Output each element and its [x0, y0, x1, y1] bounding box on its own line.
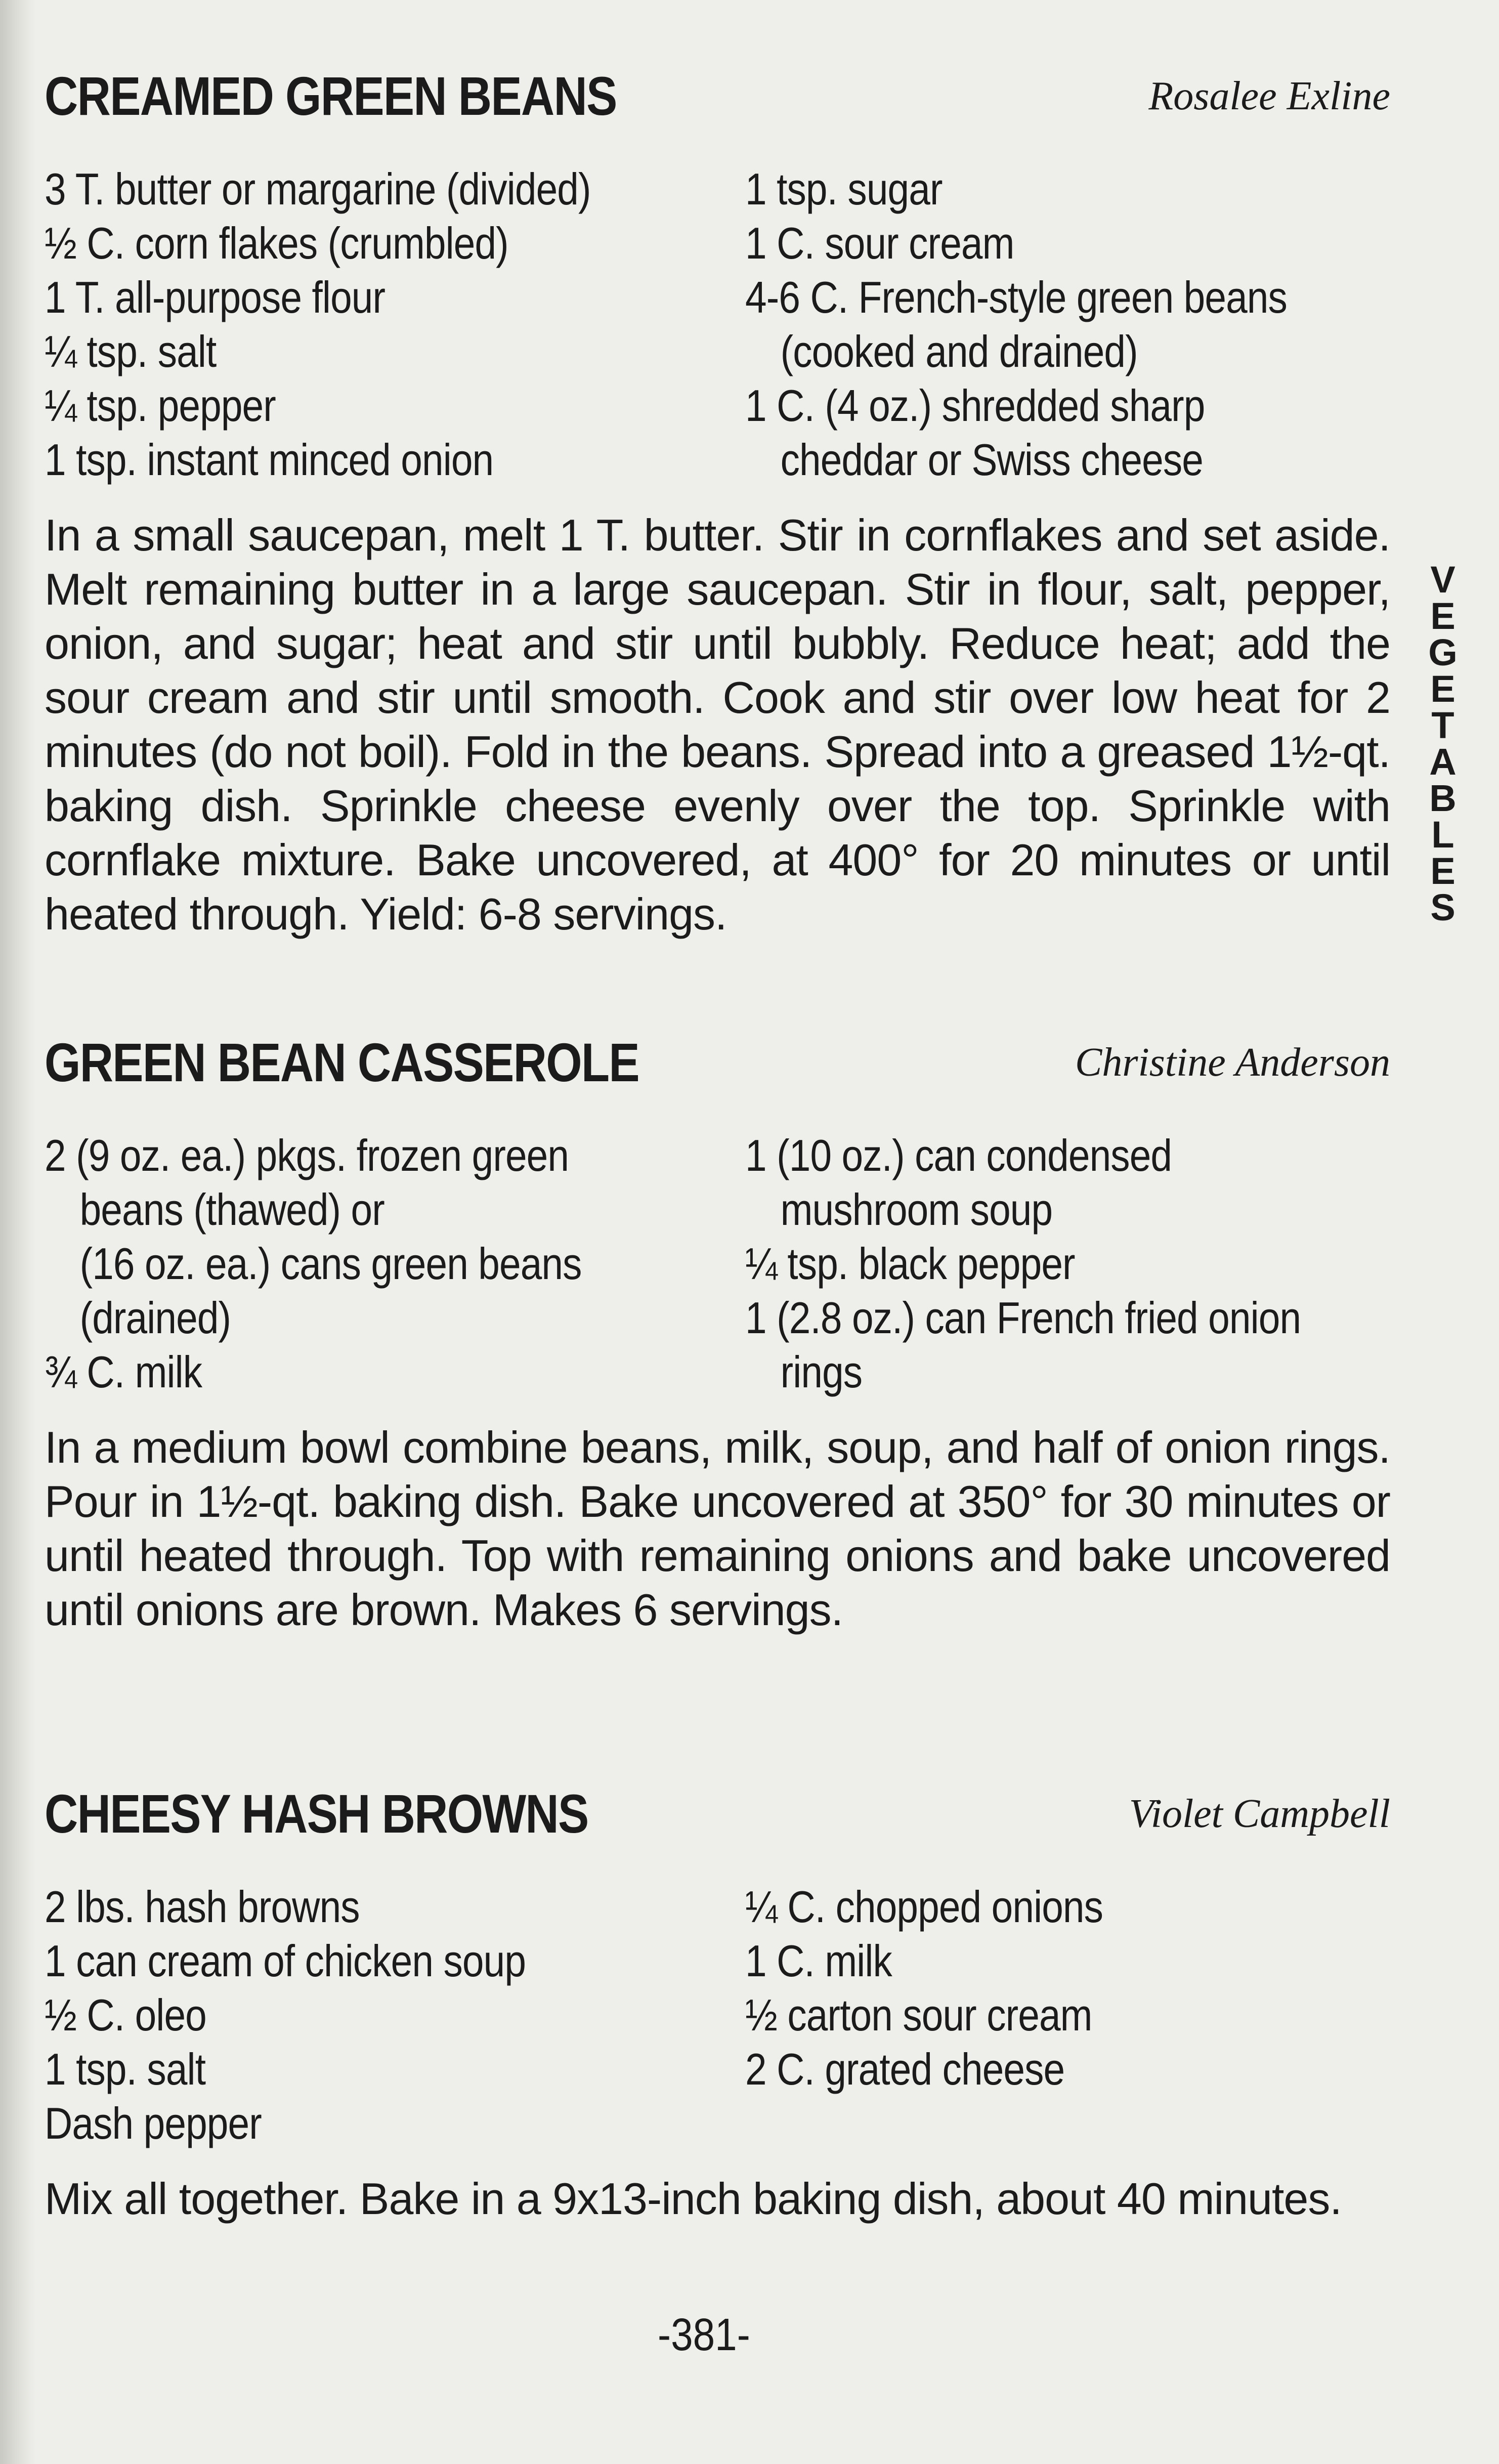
ingredient-list [45, 1880, 1390, 2150]
ingredient-item: ¼ C. chopped onions [745, 1882, 1103, 1932]
section-tab-letter: E [1430, 668, 1455, 710]
section-tab-letter: E [1430, 850, 1455, 892]
recipe-title: CHEESY HASH BROWNS [45, 1783, 588, 1844]
recipe-author: Violet Campbell [1129, 1792, 1390, 1836]
recipe-cheesy-hash-browns [45, 1783, 1390, 2226]
ingredient-item: (16 oz. ea.) cans green beans [79, 1239, 582, 1289]
page-binding-shadow [0, 0, 35, 2464]
recipe-creamed-green-beans [45, 66, 1390, 941]
ingredient-item: 3 T. butter or margarine (divided) [45, 164, 591, 214]
section-tab-letter: A [1429, 741, 1457, 783]
ingredient-item: 1 can cream of chicken soup [45, 1936, 526, 1986]
ingredient-item: 1 (2.8 oz.) can French fried onion [745, 1293, 1301, 1343]
recipe-author: Rosalee Exline [1148, 74, 1390, 118]
ingredient-item: rings [780, 1347, 863, 1397]
recipe-directions: Mix all together. Bake in a 9x13-inch baking dish, about 40 minutes. [45, 2174, 1342, 2224]
ingredient-item: 1 tsp. salt [45, 2044, 206, 2094]
ingredient-item: beans (thawed) or [79, 1184, 384, 1235]
section-tab-vegetables [1423, 559, 1463, 928]
ingredient-column-left [45, 1128, 745, 1399]
ingredient-item: ½ C. corn flakes (crumbled) [45, 218, 508, 268]
ingredient-column-left [45, 162, 745, 487]
ingredient-item: 1 C. (4 oz.) shredded sharp [745, 380, 1205, 431]
ingredient-list [45, 1128, 1390, 1399]
ingredient-item: ¾ C. milk [45, 1347, 202, 1397]
ingredient-column-right [745, 1128, 1390, 1399]
ingredient-item: 1 (10 oz.) can condensed [745, 1130, 1172, 1180]
section-tab-letter: E [1430, 595, 1455, 637]
page-number: -381- [658, 2310, 750, 2360]
section-tab-letter: V [1430, 559, 1455, 601]
section-tab-letter: B [1429, 777, 1457, 819]
recipe-green-bean-casserole [45, 1032, 1390, 1637]
section-tab-letter: G [1428, 631, 1458, 673]
recipe-header [45, 1032, 1390, 1098]
ingredient-item: (drained) [79, 1293, 231, 1343]
recipe-author: Christine Anderson [1075, 1040, 1390, 1085]
ingredient-item: cheddar or Swiss cheese [780, 435, 1203, 485]
section-tab-letter: S [1430, 886, 1455, 928]
section-tab-letter: T [1431, 704, 1454, 746]
ingredient-column-right [745, 1880, 1390, 2150]
section-tab-letter: L [1431, 814, 1454, 856]
ingredient-item: 1 C. milk [745, 1936, 892, 1986]
ingredient-list [45, 162, 1390, 487]
recipe-title: CREAMED GREEN BEANS [45, 65, 617, 126]
recipe-title: GREEN BEAN CASSEROLE [45, 1032, 639, 1093]
recipe-header [45, 66, 1390, 132]
ingredient-item: Dash pepper [45, 2098, 262, 2148]
recipe-header [45, 1783, 1390, 1849]
ingredient-item: 4-6 C. French-style green beans [745, 272, 1287, 322]
ingredient-item: ½ C. oleo [45, 1990, 206, 2040]
ingredient-item: 2 C. grated cheese [745, 2044, 1065, 2094]
ingredient-item: 1 tsp. instant minced onion [45, 435, 494, 485]
ingredient-item: 1 C. sour cream [745, 218, 1014, 268]
ingredient-item: mushroom soup [780, 1184, 1053, 1235]
ingredient-item: 1 T. all-purpose flour [45, 272, 386, 322]
recipe-directions: In a small saucepan, melt 1 T. butter. Stir in cornflakes and set aside. Melt remaining butter in a large saucepan. Stir in flour, salt, pepper, onion, and sugar; heat and stir until bubbly. Reduce heat; add the sour cream and stir until smooth. Cook and stir over low heat for 2 minutes (do not boil). Fold in the beans. Spread into a greased 1½-qt. baking dish. Sprinkle cheese evenly over the top. Sprinkle with cornflake mixture. Bake uncovered, at 400° for 20 minutes or until heated through. Yield: 6-8 servings. [45, 510, 1390, 939]
ingredient-item: 2 lbs. hash browns [45, 1882, 360, 1932]
ingredient-column-right [745, 162, 1390, 487]
ingredient-item: ¼ tsp. pepper [45, 380, 276, 431]
ingredient-item: (cooked and drained) [780, 326, 1138, 376]
ingredient-item: ¼ tsp. black pepper [745, 1239, 1075, 1289]
ingredient-item: ¼ tsp. salt [45, 326, 217, 376]
ingredient-item: ½ carton sour cream [745, 1990, 1092, 2040]
ingredient-item: 2 (9 oz. ea.) pkgs. frozen green [45, 1130, 569, 1180]
ingredient-column-left [45, 1880, 745, 2150]
ingredient-item: 1 tsp. sugar [745, 164, 943, 214]
recipe-directions: In a medium bowl combine beans, milk, soup, and half of onion rings. Pour in 1½-qt. baking dish. Bake uncovered at 350° for 30 minutes or until heated through. Top with remaining onions and bake uncovered until onions are brown. Makes 6 servings. [45, 1422, 1390, 1635]
